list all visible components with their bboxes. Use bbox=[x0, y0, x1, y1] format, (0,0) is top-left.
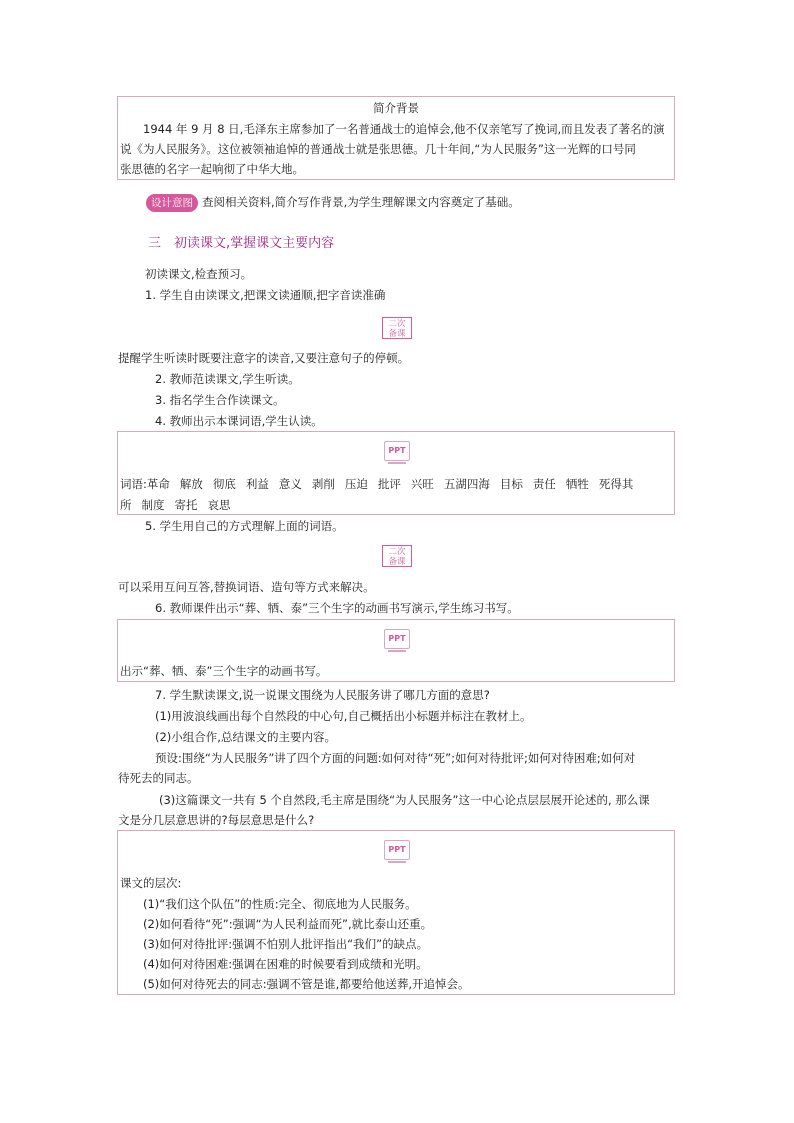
second-prep-icon bbox=[382, 317, 412, 339]
sub-step-3-line-2: 文是分几层意思讲的?每层意思是什么? bbox=[118, 813, 315, 827]
note-2: 可以采用互问互答,替换词语、造句等方式来解决。 bbox=[118, 580, 375, 594]
vocab-word: 利益 bbox=[245, 477, 269, 491]
layer-item: (5)如何对待死去的同志:强调不管是谁,都要给他送葬,开追悼会。 bbox=[143, 977, 470, 991]
vocab-word: 制度 bbox=[141, 498, 165, 512]
step-7: 7. 学生默读课文,说一说课文围绕为人民服务讲了哪几方面的意思? bbox=[155, 688, 490, 702]
step-5: 5. 学生用自己的方式理解上面的词语。 bbox=[145, 519, 344, 533]
vocab-word: 意义 bbox=[278, 477, 302, 491]
vocab-word: 五湖四海 bbox=[443, 477, 490, 491]
ppt-icon: PPT bbox=[384, 840, 410, 860]
vocab-word: 剥削 bbox=[311, 477, 335, 491]
layers-title: 课文的层次: bbox=[120, 876, 182, 890]
vocab-word: 彻底 bbox=[212, 477, 236, 491]
vocab-line-2 bbox=[120, 497, 674, 513]
vocab-word: 词语:革命 bbox=[120, 477, 170, 491]
vocab-word: 责任 bbox=[532, 477, 556, 491]
step-2: 2. 教师范读课文,学生听读。 bbox=[155, 372, 300, 386]
section-3-intro: 初读课文,检查预习。 bbox=[145, 267, 253, 281]
vocab-word: 解放 bbox=[179, 477, 203, 491]
second-prep-icon-bottom: 备课 bbox=[388, 329, 406, 339]
ppt-icon: PPT bbox=[384, 441, 410, 461]
preset-line-2: 待死去的同志。 bbox=[118, 771, 199, 785]
design-intent bbox=[146, 194, 520, 212]
sub-step-3-line-1: (3)这篇课文一共有 5 个自然段,毛主席是围绕“为人民服务”这一中心论点层层展开论述的, 那么课 bbox=[159, 793, 650, 807]
background-title: 简介背景 bbox=[373, 101, 419, 115]
background-line-3: 张思德的名字一起响彻了中华大地。 bbox=[120, 162, 304, 176]
second-prep-icon-top: 二次 bbox=[388, 547, 406, 557]
second-prep-icon-bottom: 备课 bbox=[388, 557, 406, 567]
design-intent-text: 查阅相关资料,简介写作背景,为学生理解课文内容奠定了基础。 bbox=[202, 195, 520, 209]
layer-item: (3)如何对待批评:强调不怕别人批评指出“我们”的缺点。 bbox=[143, 937, 429, 951]
second-prep-icon-top: 二次 bbox=[388, 319, 406, 329]
section-3-title: 三 初读课文,掌握课文主要内容 bbox=[148, 236, 335, 251]
vocab-word: 寄托 bbox=[174, 498, 198, 512]
vocab-word: 所 bbox=[120, 498, 132, 512]
vocab-word: 牺牲 bbox=[565, 477, 589, 491]
step-4: 4. 教师出示本课词语,学生认读。 bbox=[155, 414, 323, 428]
step-6: 6. 教师课件出示“葬、牺、泰”三个生字的动画书写演示,学生练习书写。 bbox=[155, 601, 519, 615]
vocab-word: 压迫 bbox=[344, 477, 368, 491]
background-line-1: 1944 年 9 月 8 日,毛泽东主席参加了一名普通战士的追悼会,他不仅亲笔写了挽词,而且发表了著名的演 bbox=[143, 122, 665, 136]
step-1: 1. 学生自由读课文,把课文读通顺,把字音读准确 bbox=[145, 288, 386, 302]
layer-item: (1)“我们这个队伍”的性质:完全、彻底地为人民服务。 bbox=[143, 897, 417, 911]
sub-step-2: (2)小组合作,总结课文的主要内容。 bbox=[155, 730, 336, 744]
second-prep-icon bbox=[382, 545, 412, 567]
sub-step-1: (1)用波浪线画出每个自然段的中心句,自己概括出小标题并标注在教材上。 bbox=[155, 709, 532, 723]
vocab-word: 目标 bbox=[499, 477, 523, 491]
preset-line-1: 预设:围绕“为人民服务”讲了四个方面的问题:如何对待“死”;如何对待批评;如何对待困难;如何对 bbox=[155, 751, 636, 765]
layer-item: (4)如何对待困难:强调在困难的时候要看到成绩和光明。 bbox=[143, 957, 428, 971]
vocab-line-1 bbox=[120, 476, 674, 492]
vocab-word: 兴旺 bbox=[410, 477, 434, 491]
vocab-word: 批评 bbox=[377, 477, 401, 491]
design-intent-badge: 设计意图 bbox=[146, 194, 198, 212]
ppt-box-characters-text: 出示“葬、牺、泰”三个生字的动画书写。 bbox=[120, 664, 328, 678]
layer-item: (2)如何看待“死”:强调“为人民利益而死”,就比泰山还重。 bbox=[143, 917, 433, 931]
background-line-2: 说《为人民服务》。这位被领袖追悼的普通战士就是张思德。几十年间,“为人民服务”这一光辉的口号同 bbox=[120, 142, 636, 156]
vocab-word: 死得其 bbox=[598, 477, 634, 491]
ppt-icon: PPT bbox=[384, 629, 410, 649]
vocab-word: 哀思 bbox=[207, 498, 231, 512]
step-3: 3. 指名学生合作读课文。 bbox=[155, 393, 285, 407]
note-1: 提醒学生听读时既要注意字的读音,又要注意句子的停顿。 bbox=[118, 351, 410, 365]
